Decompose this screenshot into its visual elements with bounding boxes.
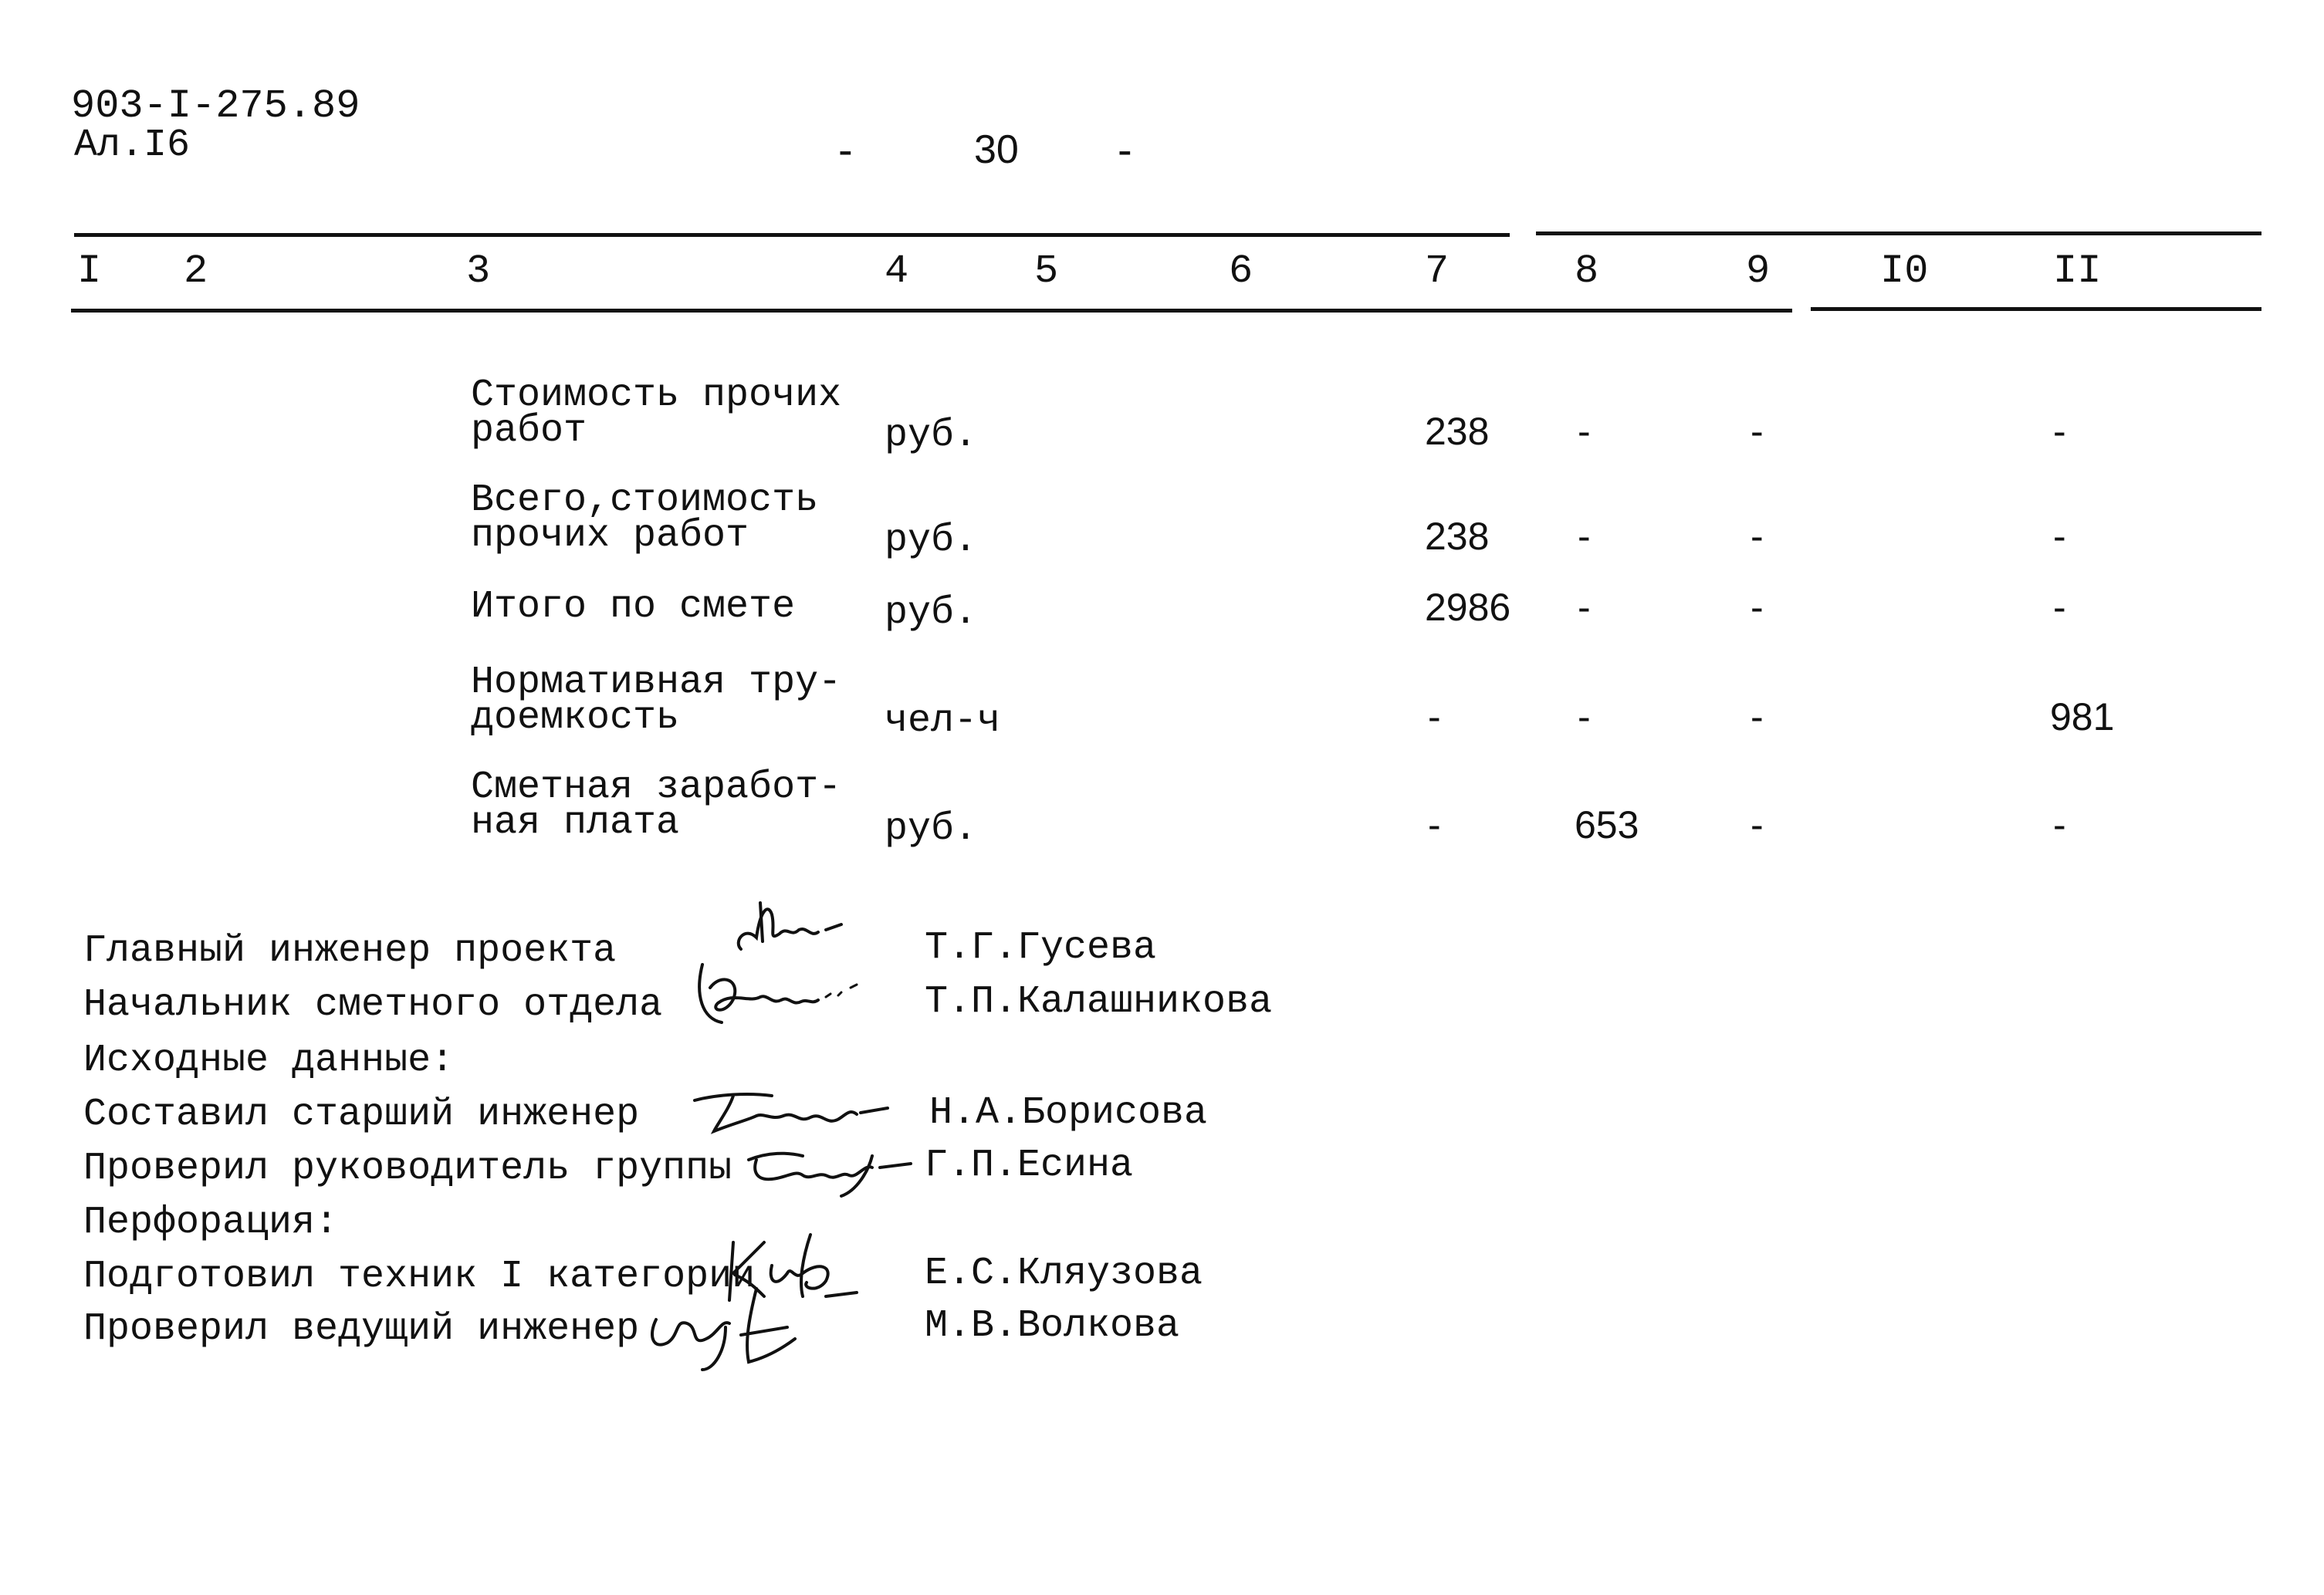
row-value-col11: 981 xyxy=(2050,695,2115,738)
album-number: Ал.I6 xyxy=(74,123,191,167)
row-item-name: Сметная заработ- ная плата xyxy=(471,765,842,845)
signer-role: Проверил ведущий инженер xyxy=(83,1307,640,1351)
row-value-col9: - xyxy=(1751,695,1764,738)
document-code: 903-I-275.89 xyxy=(71,83,360,129)
column-header-9: 9 xyxy=(1746,248,1771,294)
signer-role: Проверил руководитель группы xyxy=(83,1147,732,1191)
column-header-2: 2 xyxy=(184,248,208,294)
signer-role: Главный инженер проекта xyxy=(83,929,617,973)
row-item-name: Итого по смете xyxy=(471,585,796,629)
signer-role: Начальник сметного отдела xyxy=(83,983,663,1027)
table-header-bottom-rule-left xyxy=(71,309,1792,313)
row-value-col7: 2986 xyxy=(1425,586,1511,629)
signer-role: Подготовил техник I категории xyxy=(83,1255,756,1299)
column-header-4: 4 xyxy=(885,248,909,294)
row-value-col7: 238 xyxy=(1425,515,1490,558)
row-value-col8: - xyxy=(1578,695,1591,738)
row-unit: руб. xyxy=(885,591,978,635)
column-header-1: I xyxy=(77,248,102,294)
row-item-name: Стоимость прочих работ xyxy=(471,373,842,453)
row-unit: руб. xyxy=(885,519,978,563)
table-top-rule-right xyxy=(1536,231,2261,235)
column-header-8: 8 xyxy=(1575,248,1599,294)
row-value-col8: - xyxy=(1578,586,1591,629)
page-number: 30 xyxy=(974,127,1019,172)
section-label: Исходные данные: xyxy=(83,1039,455,1083)
row-value-col11: - xyxy=(2053,803,2066,846)
column-header-5: 5 xyxy=(1034,248,1059,294)
signature-kalashnikova xyxy=(687,949,895,1034)
column-header-11: II xyxy=(2053,248,2102,294)
table-header-bottom-rule-right xyxy=(1811,307,2261,311)
signature-volkova xyxy=(633,1273,818,1374)
page-number-left-dash: - xyxy=(838,125,853,174)
row-unit: руб. xyxy=(885,807,978,851)
row-value-col8: - xyxy=(1578,515,1591,558)
signer-role: Составил старший инженер xyxy=(83,1093,640,1137)
row-value-col9: - xyxy=(1751,515,1764,558)
row-value-col9: - xyxy=(1751,586,1764,629)
row-value-col8: - xyxy=(1578,410,1591,453)
column-header-6: 6 xyxy=(1229,248,1253,294)
row-value-col7: 238 xyxy=(1425,410,1490,453)
row-value-col9: - xyxy=(1751,410,1764,453)
row-value-col11: - xyxy=(2053,515,2066,558)
signature-esina xyxy=(741,1133,926,1202)
signer-name: Е.С.Кляузова xyxy=(925,1252,1203,1296)
row-value-col9: - xyxy=(1751,803,1764,846)
column-header-10: I0 xyxy=(1880,248,1929,294)
section-label: Перфорация: xyxy=(83,1201,339,1245)
row-item-name: Всего,стоимость прочих работ xyxy=(471,478,819,558)
signer-name: М.В.Волкова xyxy=(925,1304,1180,1348)
signer-name: Т.Г.Гусева xyxy=(925,926,1157,970)
column-header-7: 7 xyxy=(1425,248,1450,294)
row-unit: чел-ч xyxy=(885,699,1001,743)
signer-name: Г.П.Есина xyxy=(925,1144,1134,1188)
row-value-col8: 653 xyxy=(1575,803,1639,846)
table-top-rule-left xyxy=(74,233,1510,237)
signer-name: Т.П.Калашникова xyxy=(925,980,1273,1024)
page-number-right-dash: - xyxy=(1118,125,1132,174)
row-value-col7: - xyxy=(1428,803,1441,846)
row-unit: руб. xyxy=(885,414,978,458)
row-value-col7: - xyxy=(1428,695,1441,738)
row-value-col11: - xyxy=(2053,586,2066,629)
row-item-name: Нормативная тру- доемкость xyxy=(471,661,842,740)
row-value-col11: - xyxy=(2053,410,2066,453)
column-header-3: 3 xyxy=(466,248,491,294)
signer-name: Н.А.Борисова xyxy=(929,1091,1208,1135)
